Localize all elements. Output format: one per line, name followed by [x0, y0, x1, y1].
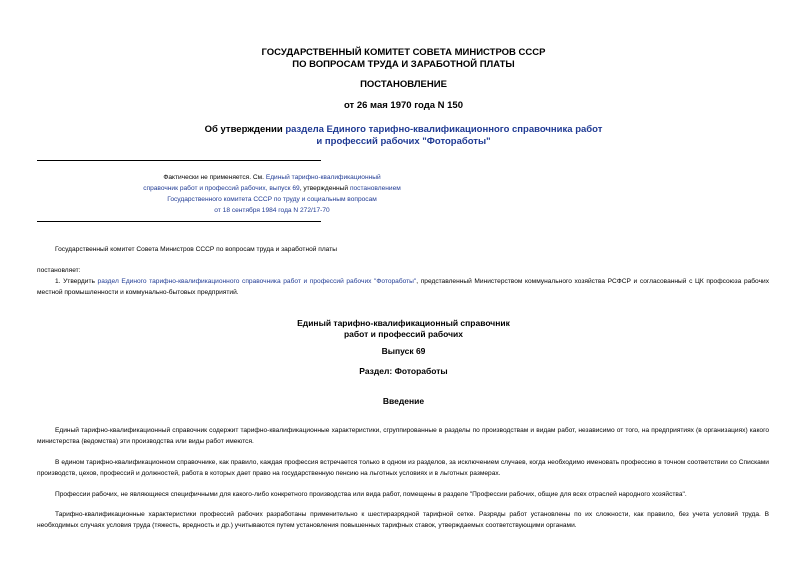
- status-note-link-committee[interactable]: Государственного комитета СССР по труду и социальным вопросам: [167, 196, 377, 203]
- divider-top: [37, 160, 321, 161]
- item1-link-section[interactable]: раздел Единого тарифно-квалификационного справочника работ и профессий рабочих "Фотоработы": [97, 278, 417, 285]
- item1-suffix: , представленный Министерством коммунального хозяйства РСФСР и согласованный с ЦК профсоюза рабочих местной промышленности и коммунально-бытовых предприятий.: [37, 278, 769, 296]
- subject-link-line-2[interactable]: и профессий рабочих "Фотоработы": [316, 136, 491, 147]
- issuing-body-line-1: ГОСУДАРСТВЕННЫЙ КОМИТЕТ СОВЕТА МИНИСТРОВ СССР: [261, 47, 546, 58]
- introduction-heading: Введение: [382, 396, 425, 406]
- issuing-body-line-2: ПО ВОПРОСАМ ТРУДА И ЗАРАБОТНОЙ ПЛАТЫ: [292, 59, 515, 70]
- body-paragraph-2: В едином тарифно-квалификационном справочнике, как правило, каждая профессия встречается только в одном из разделов, за исключением случаев, когда необходимо именовать профессию в точном соответствии со Списками производств, цехов, профессий и должностей, работа в которых дает право на государственную пенсию на льготных условиях и в льготных размерах.: [37, 459, 769, 477]
- status-note: [37, 172, 507, 216]
- body-paragraph-3: Профессии рабочих, не являющиеся специфичными для какого-либо конкретного производства или вида работ, помещены в разделе "Профессии рабочих, общие для всех отраслей народного хозяйства".: [55, 491, 687, 498]
- subject-prefix: Об утверждении: [204, 124, 286, 135]
- handbook-title-line-2: работ и профессий рабочих: [343, 329, 464, 339]
- issue-heading: Выпуск 69: [381, 346, 426, 356]
- divider-bottom: [37, 221, 321, 222]
- status-note-link-handbook[interactable]: Единый тарифно-квалификационный: [265, 174, 381, 181]
- document-date-number: от 26 мая 1970 года N 150: [343, 100, 464, 111]
- status-note-text-1: Фактически не применяется. См.: [163, 174, 266, 181]
- handbook-title-line-1: Единый тарифно-квалификационный справочник: [297, 318, 510, 328]
- resolution-item-1: [37, 276, 769, 298]
- body-paragraph-1: Единый тарифно-квалификационный справочник содержит тарифно-квалификационные характеристики, сгруппированные в разделы по производствам и видам работ, независимо от того, на предприятиях (в организациях) какого министерства (ведомства) эти производства или виды работ имеются.: [37, 427, 769, 445]
- status-note-link-issue[interactable]: справочник работ и профессий рабочих, выпуск 69: [143, 185, 300, 192]
- item1-prefix: 1. Утвердить: [55, 278, 98, 285]
- document-subject: [0, 124, 807, 148]
- section-heading: Раздел: Фотоработы: [359, 366, 448, 376]
- status-note-text-2: , утвержденный: [299, 185, 350, 192]
- preamble-intro: Государственный комитет Совета Министров СССР по вопросам труда и заработной платы: [55, 246, 337, 253]
- handbook-title: [0, 318, 807, 340]
- document-type: ПОСТАНОВЛЕНИЕ: [360, 79, 447, 90]
- issuing-body: [0, 47, 807, 71]
- subject-link-line-1[interactable]: раздела Единого тарифно-квалификационного справочника работ: [285, 124, 603, 135]
- body-paragraph-4: Тарифно-квалификационные характеристики профессий рабочих разработаны применительно к шестиразрядной тарифной сетке. Разряды работ установлены по их сложности, как правило, без учета условий труда. В необходимых случаях условия труда (тяжесть, вредность и др.) учитываются путем установления повышенных тарифных ставок, утверждаемых соответствующими органами.: [37, 511, 769, 529]
- status-note-link-decree[interactable]: постановлением: [349, 185, 401, 192]
- preamble-decrees: постановляет:: [37, 267, 81, 274]
- status-note-link-date[interactable]: от 18 сентября 1984 года N 272/17-70: [214, 207, 330, 214]
